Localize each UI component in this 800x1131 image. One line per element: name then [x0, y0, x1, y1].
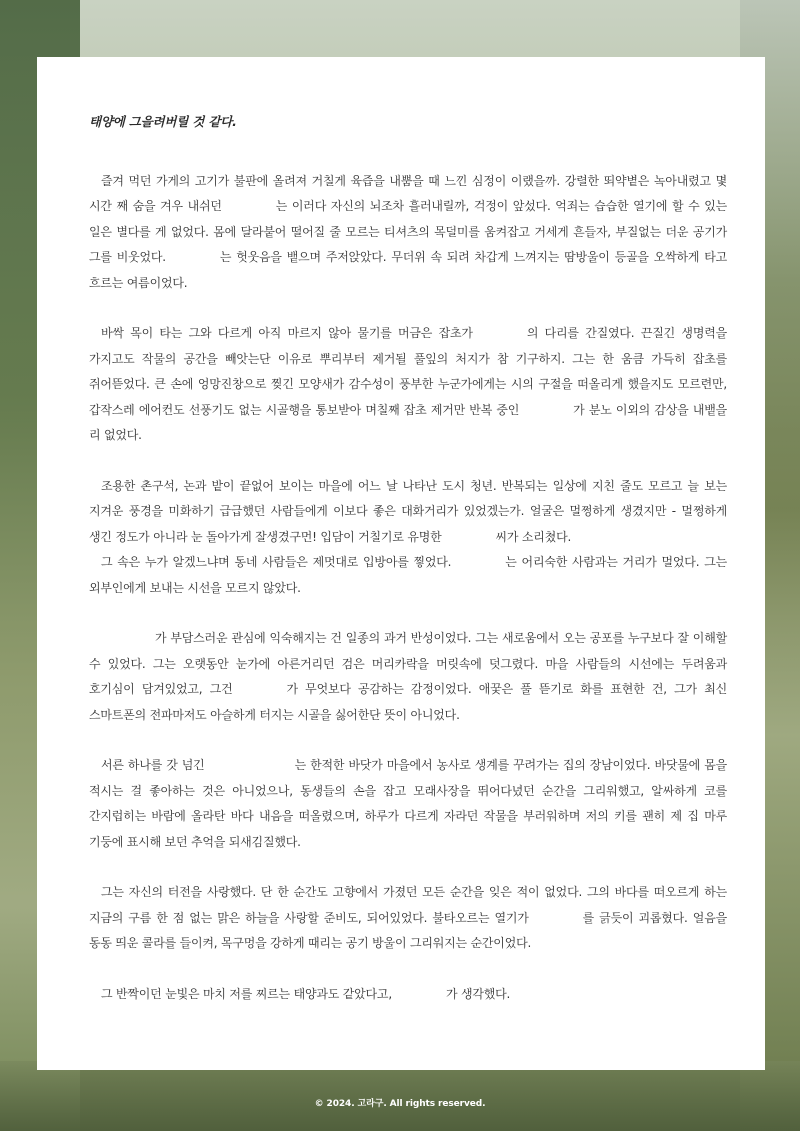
- paragraph: [89, 474, 727, 551]
- document-heading: 태양에 그을려버릴 것 같다.: [89, 114, 237, 129]
- paragraph-text: 그 속은 누가 알겠느냐며 동네 사람들은 제멋대로 입방아를 찧었다.: [101, 555, 452, 569]
- name-gap: [519, 402, 573, 414]
- paragraph: [89, 753, 727, 855]
- paragraph-text: 가 생각했다.: [445, 986, 511, 1001]
- name-gap: [205, 757, 295, 769]
- name-gap: [473, 325, 527, 337]
- name-gap: [233, 681, 287, 693]
- paragraph: [89, 550, 727, 601]
- paragraph-text: 의 다리를 간질였다. 끈질긴 생명력을 가지고도 작물의 공간을 빼앗는단 이유로 뿌리부터 제거될 풀잎의 처지가 참 기구하지. 그는 한 움큼 가득히 잡초를 쥐어뜯었다. 큰 손에 엉망진창으로 찢긴 모양새가 감수성이 풍부한 누군가에게는 시의 구절을 떠올리게 했을지도 모르련만, 갑작스레 에어컨도 선풍기도 없는 시골행을 통보받아 며칠째 잡초 제거만 반복 중인: [89, 326, 727, 417]
- paragraph-text: 조용한 촌구석, 논과 밭이 끝없어 보이는 마을에 어느 날 나타난 도시 청년. 반복되는 일상에 지친 줄도 모르고 늘 보는 지겨운 풍경을 미화하기 급급했던 사람들에게 이보다 좋은 대화거리가 있었겠는가. 얼굴은 멀쩡하게 생겼지만 - 멀쩡하게 생긴 정도가 아니라 눈 돌아가게 잘생겼구먼! 입담이 거칠기로 유명한: [89, 478, 727, 544]
- paragraph-text: 그 반짝이던 눈빛은 마치 저를 찌르는 태양과도 같았다고,: [101, 986, 392, 1001]
- paragraph-text: 는 어리숙한 사람과는 거리가 멀었다. 그는 외부인에게 보내는 시선을 모르지 않았다.: [89, 555, 727, 595]
- paragraph-text: 씨가 소리쳤다.: [495, 529, 572, 544]
- name-gap: [166, 249, 220, 261]
- name-gap: [392, 986, 446, 998]
- paragraph-text: 는 이러다 자신의 뇌조차 흘러내릴까, 걱정이 앞섰다. 억죄는 습습한 열기에 할 수 있는 일은 별다를 게 없었다. 몸에 달라붙어 떨어질 줄 모르는 티셔츠의 목덜미를 움켜잡고 거세게 흔들자, 부질없는 더운 공기가 그를 비웃었다.: [89, 199, 727, 264]
- paragraph-text: 바싹 목이 타는 그와 다르게 아직 마르지 않아 물기를 머금은 잡초가: [101, 326, 473, 340]
- name-gap: [529, 910, 583, 922]
- document-body: [89, 169, 727, 1008]
- paragraph-text: 가 부담스러운 관심에 익숙해지는 건 일종의 과거 반성이었다. 그는 새로움에서 오는 공포를 누구보다 잘 이해할 수 있었다. 그는 오랫동안 눈가에 아른거리던 검은 머리카락을 머릿속에 덧그렸다. 마을 사람들의 시선에는 두려움과 호기심이 담겨있었고, 그건: [89, 631, 727, 696]
- paragraph: [89, 982, 727, 1008]
- name-gap: [442, 529, 496, 541]
- paragraph-text: 는 한적한 바닷가 마을에서 농사로 생계를 꾸려가는 집의 장남이었다. 바닷물에 몸을 적시는 걸 좋아하는 것은 아니었으나, 동생들의 손을 잡고 모래사장을 뛰어다녔던 순간을 그리워했고, 알싸하게 코를 간지럽히는 바람에 올라탄 바다 내음을 떠올렸으며, 하루가 다르게 자라던 작물을 부러워하며 저의 키를 괜히 제 집 마루 기둥에 표시해 보던 추억을 되새김질했다.: [89, 758, 727, 849]
- paragraph-text: 는 헛웃음을 뱉으며 주저앉았다. 무더위 속 되려 차갑게 느껴지는 땀방울이 등골을 오싹하게 타고 흐르는 여름이었다.: [89, 250, 727, 290]
- paragraph-text: 서른 하나를 갓 넘긴: [101, 758, 205, 772]
- paragraph-text: 가 무엇보다 공감하는 감정이었다. 애꿎은 풀 뜯기로 화를 표현한 건, 그가 최신 스마트폰의 전파마저도 아슬하게 터지는 시골을 싫어한단 뜻이 아니었다.: [89, 682, 727, 722]
- paragraph: [89, 169, 727, 297]
- name-gap: [451, 554, 505, 566]
- name-gap: [222, 198, 276, 210]
- paragraph-text: 를 긁듯이 괴롭혔다. 얼음을 동동 띄운 콜라를 들이켜, 목구멍을 강하게 때리는 공기 방울이 그리워지는 순간이었다.: [89, 910, 727, 950]
- copyright-notice: © 2024. 고라구. All rights reserved.: [314, 1099, 486, 1109]
- paragraph-text: 그는 자신의 터전을 사랑했다. 단 한 순간도 고향에서 가졌던 모든 순간을 잊은 적이 없었다. 그의 바다를 떠오르게 하는 지금의 구름 한 점 없는 맑은 하늘을 사랑할 준비도, 되어있었다. 불타오르는 열기가: [89, 885, 727, 925]
- name-gap: [101, 630, 155, 642]
- paragraph: [89, 321, 727, 449]
- paragraph-text: 가 분노 이외의 감상을 내뱉을 리 없었다.: [89, 402, 727, 442]
- document-page: [37, 57, 765, 1070]
- paragraph-text: 즐겨 먹던 가게의 고기가 불판에 올려져 거칠게 육즙을 내뿜을 때 느낀 심정이 이랬을까. 강렬한 뙤약볕은 녹아내렸고 몇 시간 째 숨을 겨우 내쉬던: [89, 173, 727, 213]
- paragraph: [89, 880, 727, 957]
- paragraph: [89, 626, 727, 728]
